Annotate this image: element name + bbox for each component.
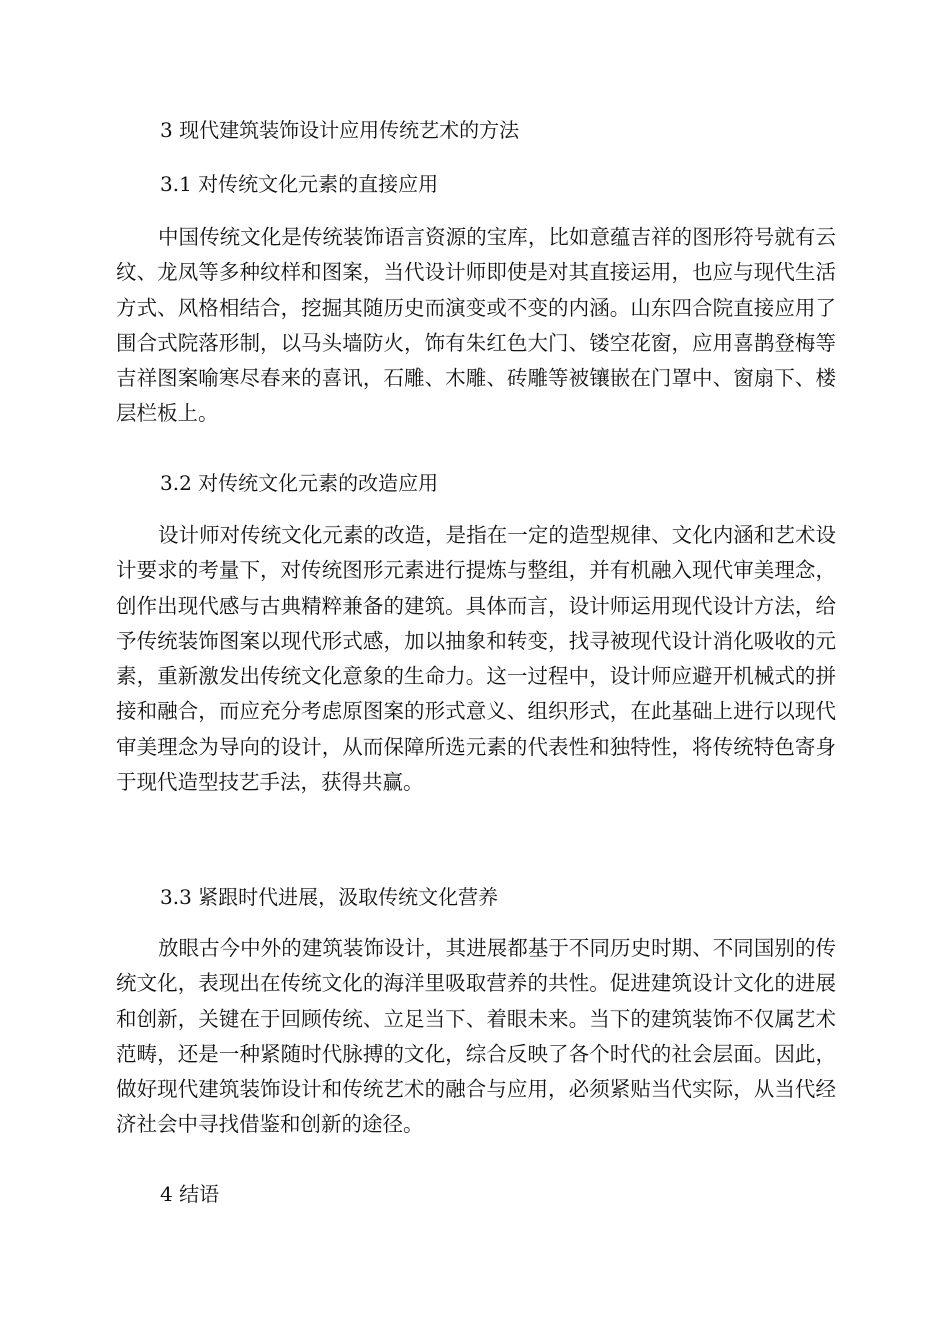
section-heading-3: 3 现代建筑装饰设计应用传统艺术的方法 xyxy=(160,118,520,142)
subsection-heading-3-3: 3.3 紧跟时代进展，汲取传统文化营养 xyxy=(160,885,499,909)
paragraph-3-2: 设计师对传统文化元素的改造，是指在一定的造型规律、文化内涵和艺术设计要求的考量下，对传统图形元素进行提炼与整组，并有机融入现代审美理念，创作出现代感与古典精粹兼备的建筑。具体而言，设计师运用现代设计方法，给予传统装饰图案以现代形式感，加以抽象和转变，找寻被现代设计消化吸收的元素，重新激发出传统文化意象的生命力。这一过程中，设计师应避开机械式的拼接和融合，而应充分考虑原图案的形式意义、组织形式，在此基础上进行以现代审美理念为导向的设计，从而保障所选元素的代表性和独特性，将传统特色寄身于现代造型技艺手法，获得共赢。 xyxy=(116,523,836,795)
subsection-heading-3-1: 3.1 对传统文化元素的直接应用 xyxy=(160,172,439,196)
paragraph-3-1: 中国传统文化是传统装饰语言资源的宝库，比如意蕴吉祥的图形符号就有云纹、龙凤等多种纹样和图案，当代设计师即使是对其直接运用，也应与现代生活方式、风格相结合，挖掘其随历史而演变或不变的内涵。山东四合院直接应用了围合式院落形制，以马头墙防火，饰有朱红色大门、镂空花窗，应用喜鹊登梅等吉祥图案喻寒尽春来的喜讯，石雕、木雕、砖雕等被镶嵌在门罩中、窗扇下、楼层栏板上。 xyxy=(116,225,836,426)
paragraph-3-3: 放眼古今中外的建筑装饰设计，其进展都基于不同历史时期、不同国别的传统文化，表现出在传统文化的海洋里吸取营养的共性。促进建筑设计文化的进展和创新，关键在于回顾传统、立足当下、着眼未来。当下的建筑装饰不仅属艺术范畴，还是一种紧随时代脉搏的文化，综合反映了各个时代的社会层面。因此，做好现代建筑装饰设计和传统艺术的融合与应用，必须紧贴当代实际，从当代经济社会中寻找借鉴和创新的途径。 xyxy=(116,936,836,1137)
section-heading-4: 4 结语 xyxy=(160,1182,220,1206)
subsection-heading-3-2: 3.2 对传统文化元素的改造应用 xyxy=(160,471,439,495)
